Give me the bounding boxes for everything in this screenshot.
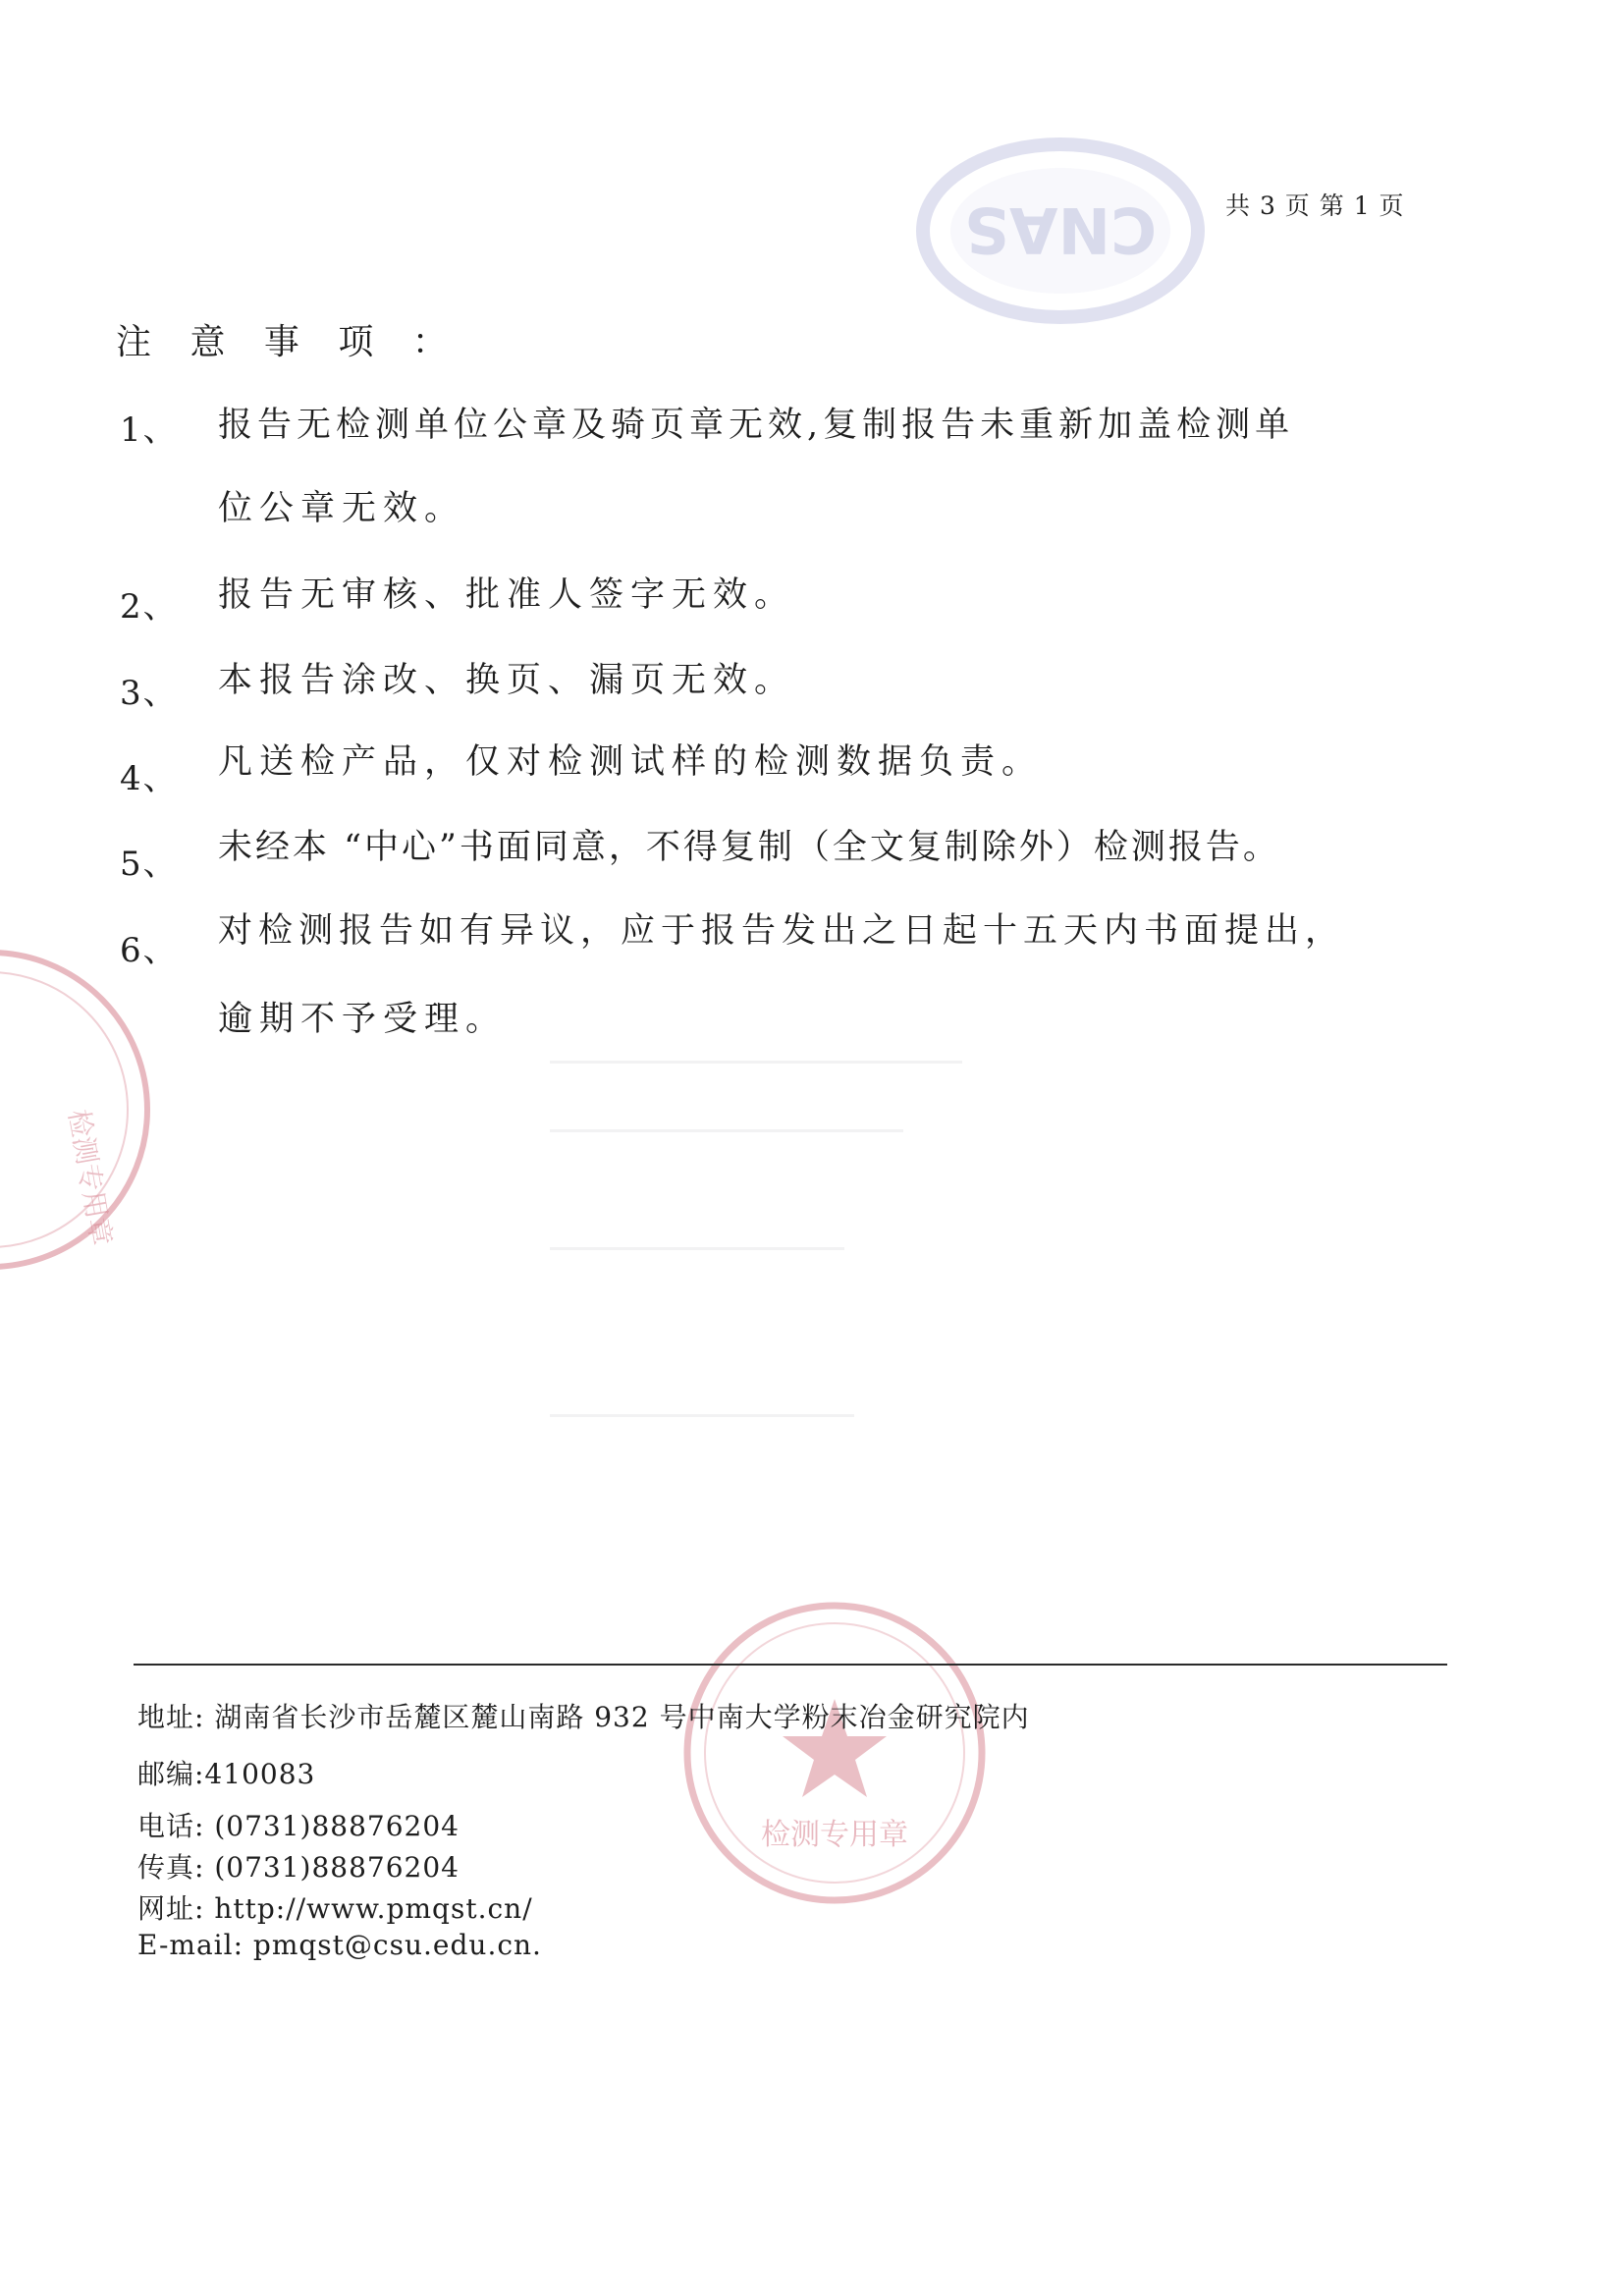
left-edge-seal xyxy=(0,943,167,1277)
note-1-line-2: 位公章无效。 xyxy=(218,489,466,528)
note-6-line-2: 逾期不予受理。 xyxy=(218,1000,508,1039)
cnas-logo xyxy=(913,128,1208,334)
notes-title: 注 意 事 项 ： xyxy=(116,322,461,362)
note-5-text: 未经本 “中心”书面同意，不得复制（全文复制除外）检测报告。 xyxy=(218,828,1280,867)
website-line[interactable]: 网址: http://www.pmqst.cn/ xyxy=(137,1892,533,1925)
note-6-number: 6、 xyxy=(120,931,179,970)
note-4-text: 凡送检产品，仅对检测试样的检测数据负责。 xyxy=(218,742,1044,782)
note-1-line-1: 报告无检测单位公章及骑页章无效,复制报告未重新加盖检测单 xyxy=(218,406,1295,445)
email-line[interactable]: E-mail: pmqst@csu.edu.cn. xyxy=(137,1929,542,1961)
inspection-seal-text: 检测专用章 xyxy=(761,1818,908,1852)
address-line: 地址: 湖南省长沙市岳麓区麓山南路 932 号中南大学粉末冶金研究院内 xyxy=(137,1701,1030,1733)
note-4-number: 4、 xyxy=(120,759,179,798)
footer-divider xyxy=(134,1664,1447,1666)
phone-line: 电话: (0731)88876204 xyxy=(137,1810,460,1842)
note-1-number: 1、 xyxy=(120,410,179,450)
fax-line: 传真: (0731)88876204 xyxy=(137,1851,460,1884)
bleed-through-mark xyxy=(550,1129,903,1132)
note-6-line-1: 对检测报告如有异议，应于报告发出之日起十五天内书面提出， xyxy=(218,911,1346,951)
bleed-through-mark xyxy=(550,1247,844,1250)
note-3-text: 本报告涂改、换页、漏页无效。 xyxy=(218,661,796,700)
bleed-through-mark xyxy=(550,1414,854,1417)
left-seal-text: 检测专用章 xyxy=(62,1107,119,1248)
postcode-line: 邮编:410083 xyxy=(137,1758,316,1790)
note-2-number: 2、 xyxy=(120,587,179,627)
note-2-text: 报告无审核、批准人签字无效。 xyxy=(218,575,796,615)
bleed-through-mark xyxy=(550,1061,962,1064)
cnas-logo-text: CNAS xyxy=(963,192,1158,265)
note-5-number: 5、 xyxy=(120,845,179,884)
page-number: 共 3 页 第 1 页 xyxy=(1225,191,1405,220)
inspection-seal xyxy=(673,1591,997,1915)
note-3-number: 3、 xyxy=(120,674,179,713)
